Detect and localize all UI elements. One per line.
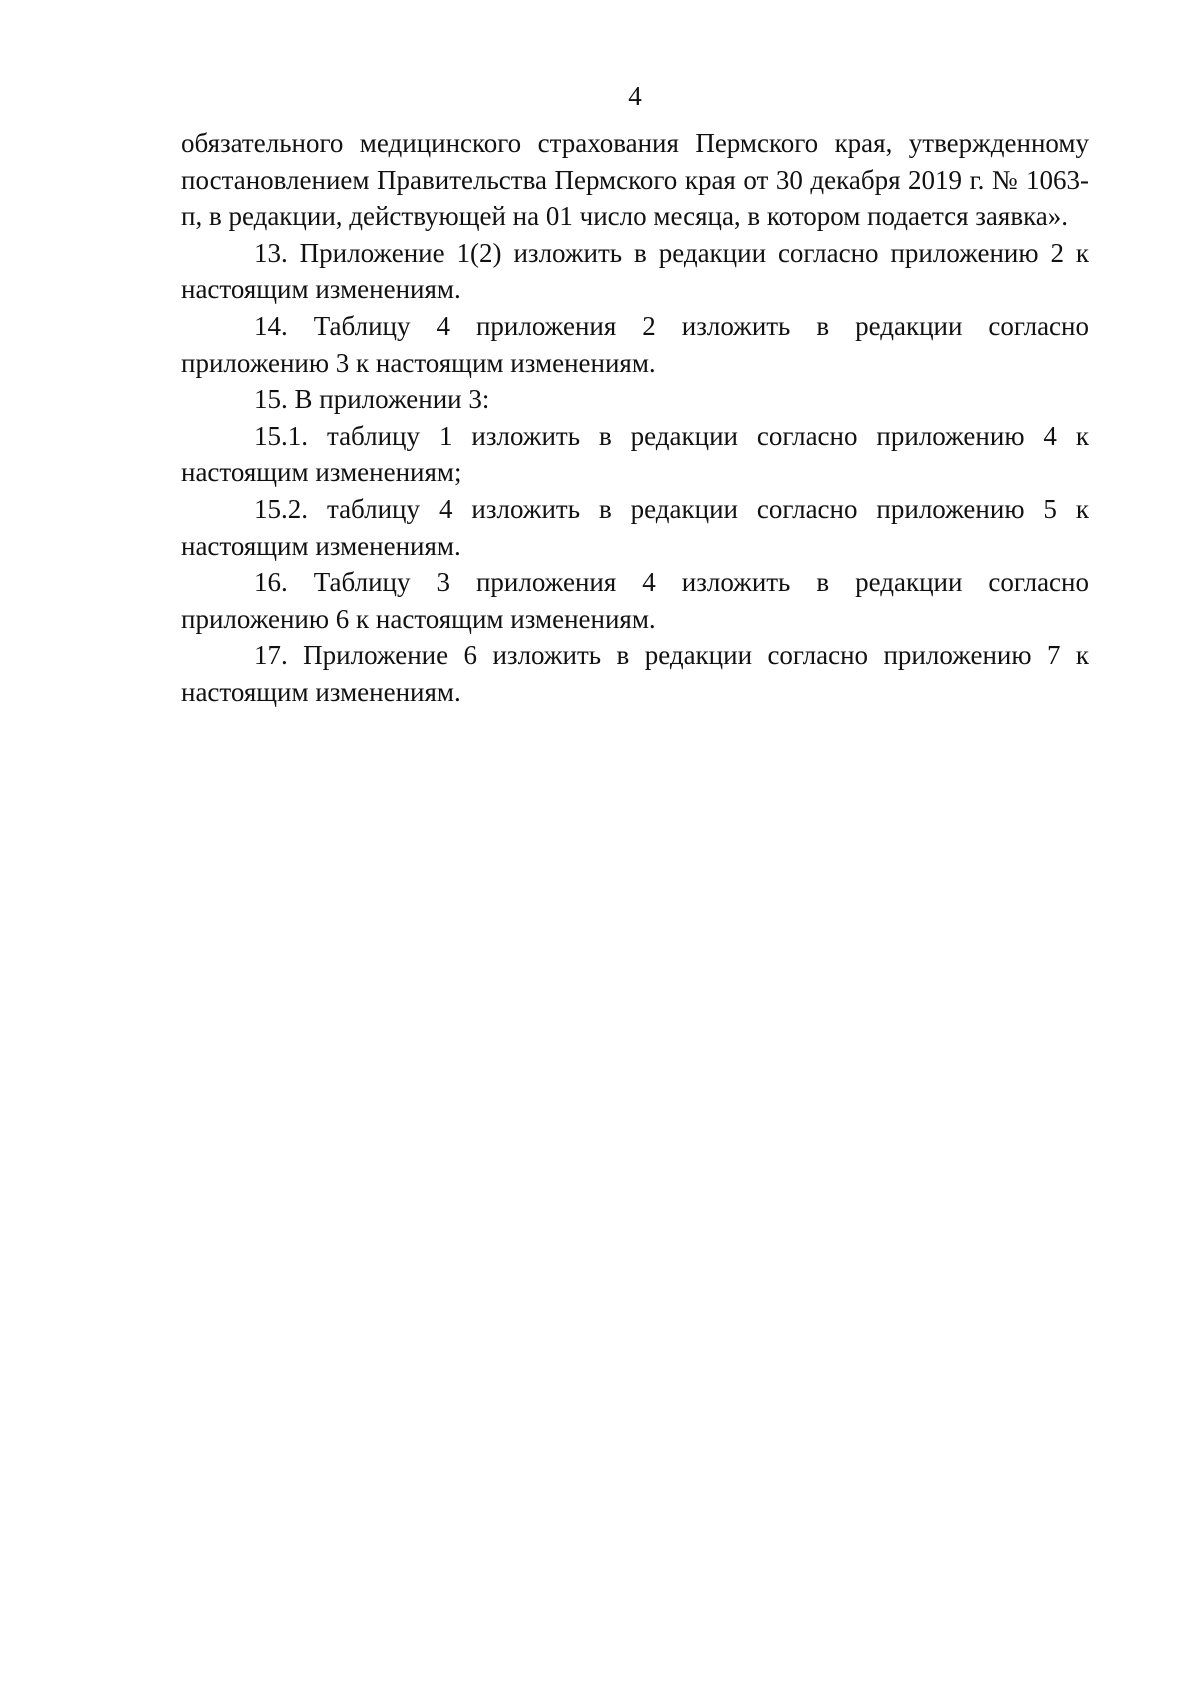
paragraph-item-15-2: 15.2. таблицу 4 изложить в редакции согласно приложению 5 к настоящим изменениям.: [181, 493, 1089, 561]
paragraph-item-15-1: 15.1. таблицу 1 изложить в редакции согласно приложению 4 к настоящим изменениям;: [181, 420, 1089, 488]
paragraph-item-13: 13. Приложение 1(2) изложить в редакции согласно приложению 2 к настоящим изменениям.: [181, 237, 1089, 305]
document-body: [181, 125, 1089, 711]
paragraph-continuation: обязательного медицинского страхования Пермского края, утвержденному постановлением Правительства Пермского края от 30 декабря 2019 г. № 1063-п, в редакции, действующей на 01 число месяца, в котором подается заявка».: [181, 128, 1089, 232]
paragraph-item-15: 15. В приложении 3:: [254, 384, 490, 415]
paragraph-item-16: 16. Таблицу 3 приложения 4 изложить в редакции согласно приложению 6 к настоящим изменениям.: [181, 567, 1089, 634]
paragraph-item-14: 14. Таблицу 4 приложения 2 изложить в редакции согласно приложению 3 к настоящим изменениям.: [181, 310, 1089, 378]
paragraph-item-17: 17. Приложение 6 изложить в редакции согласно приложению 7 к настоящим изменениям.: [181, 640, 1089, 707]
page-number: 4: [628, 81, 642, 111]
